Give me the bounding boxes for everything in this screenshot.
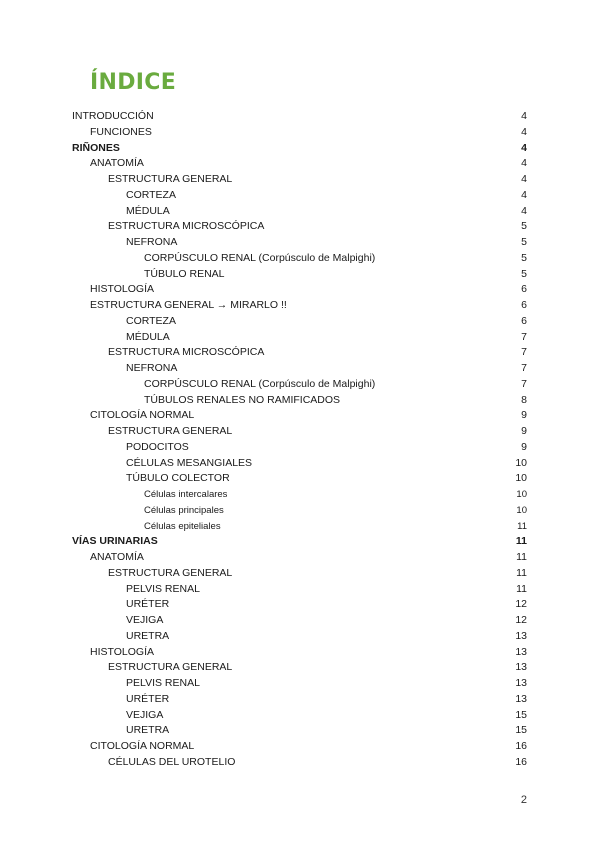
toc-entry-page: 12 xyxy=(515,598,527,611)
toc-entry[interactable] xyxy=(0,235,600,251)
toc-entry-page: 9 xyxy=(521,425,527,437)
toc-entry[interactable] xyxy=(0,676,600,692)
toc-entry[interactable] xyxy=(0,723,600,739)
toc-entry-label: Células principales xyxy=(144,504,224,516)
toc-entry-label: CORTEZA xyxy=(126,314,176,327)
toc-entry[interactable] xyxy=(0,204,600,220)
toc-entry-page: 15 xyxy=(515,708,527,721)
toc-entry-label: HISTOLOGÍA xyxy=(90,283,154,296)
toc-entry-page: 6 xyxy=(521,283,527,296)
toc-entry[interactable] xyxy=(0,503,600,519)
toc-entry[interactable] xyxy=(0,361,600,377)
toc-entry-label: PELVIS RENAL xyxy=(126,677,200,689)
toc-entry[interactable] xyxy=(0,172,600,188)
toc-entry[interactable] xyxy=(0,377,600,393)
toc-entry-label: NEFRONA xyxy=(126,362,178,374)
toc-entry-label: Células epiteliales xyxy=(144,520,221,532)
toc-entry-page: 4 xyxy=(521,125,527,138)
toc-entry-label: CORPÚSCULO RENAL (Corpúsculo de Malpighi) xyxy=(144,251,376,264)
toc-entry-label: ESTRUCTURA GENERAL xyxy=(108,173,233,185)
page-number: 2 xyxy=(520,794,527,806)
toc-entry-page: 7 xyxy=(521,377,527,390)
toc-entry[interactable] xyxy=(0,141,600,157)
toc-entry-label: TÚBULOS RENALES NO RAMIFICADOS xyxy=(144,393,341,406)
toc-entry-page: 4 xyxy=(521,173,527,185)
toc-entry-label: CORTEZA xyxy=(126,188,176,201)
toc-entry-page: 5 xyxy=(521,251,527,264)
toc-entry[interactable] xyxy=(0,125,600,141)
toc-entry-page: 4 xyxy=(521,110,527,122)
toc-entry-page: 11 xyxy=(516,551,527,563)
toc-entry[interactable] xyxy=(0,109,600,125)
toc-entry-label: HISTOLOGÍA xyxy=(90,645,154,658)
toc-entry-page: 13 xyxy=(515,629,527,642)
toc-entry-label: TÚBULO COLECTOR xyxy=(126,472,230,485)
toc-entry[interactable] xyxy=(0,251,600,267)
toc-entry-page: 10 xyxy=(516,489,527,500)
toc-entry-page: 13 xyxy=(515,661,527,674)
toc-entry-label: FUNCIONES xyxy=(90,125,152,138)
toc-entry-label: URETRA xyxy=(126,629,170,642)
toc-entry[interactable] xyxy=(0,660,600,676)
toc-entry[interactable] xyxy=(0,393,600,409)
toc-entry-label: CITOLOGÍA NORMAL xyxy=(90,740,195,752)
toc-entry-page: 4 xyxy=(521,188,527,201)
toc-entry-page: 6 xyxy=(521,314,527,327)
toc-entry-page: 9 xyxy=(521,440,527,453)
toc-entry-page: 7 xyxy=(521,330,527,343)
toc-entry-page: 10 xyxy=(515,472,527,485)
toc-entry-page: 15 xyxy=(515,724,527,737)
toc-entry[interactable] xyxy=(0,629,600,645)
toc-entry-label: VEJIGA xyxy=(126,614,164,626)
toc-entry[interactable] xyxy=(0,471,600,487)
toc-entry-page: 16 xyxy=(515,755,527,768)
toc-entry[interactable] xyxy=(0,330,600,346)
toc-entry-label: ESTRUCTURA MICROSCÓPICA xyxy=(108,346,265,359)
toc-entry[interactable] xyxy=(0,156,600,172)
toc-entry[interactable] xyxy=(0,424,600,440)
toc-entry[interactable] xyxy=(0,566,600,582)
toc-entry-page: 13 xyxy=(515,677,527,689)
toc-entry-page: 12 xyxy=(515,614,527,626)
toc-entry-page: 5 xyxy=(521,236,527,248)
toc-entry[interactable] xyxy=(0,456,600,472)
toc-entry-label: PODOCITOS xyxy=(126,440,189,453)
page-title: ÍNDICE xyxy=(90,70,177,95)
toc-entry-label: CÉLULAS DEL UROTELIO xyxy=(108,755,236,768)
toc-entry-page: 11 xyxy=(517,520,527,532)
toc-entry-label: ESTRUCTURA MICROSCÓPICA xyxy=(108,220,265,233)
toc-entry-label: ANATOMÍA xyxy=(90,551,144,563)
toc-entry-page: 5 xyxy=(521,267,527,280)
toc-entry-label: ESTRUCTURA GENERAL xyxy=(108,566,233,579)
toc-entry-label: ESTRUCTURA GENERAL → MIRARLO !! xyxy=(90,299,287,311)
toc-entry[interactable] xyxy=(0,519,600,535)
toc-entry-label: ESTRUCTURA GENERAL xyxy=(108,661,233,674)
toc-entry-page: 11 xyxy=(516,566,527,579)
toc-entry-page: 6 xyxy=(521,299,527,311)
toc-entry-page: 10 xyxy=(516,504,527,516)
toc-entry-label: VÍAS URINARIAS xyxy=(72,535,158,548)
toc-entry[interactable] xyxy=(0,534,600,550)
toc-entry-page: 16 xyxy=(515,740,527,752)
toc-entry[interactable] xyxy=(0,345,600,361)
toc-entry-page: 10 xyxy=(515,456,527,469)
toc-entry-label: RIÑONES xyxy=(72,141,120,154)
toc-entry[interactable] xyxy=(0,582,600,598)
toc-entry[interactable] xyxy=(0,298,600,314)
toc-entry-label: VEJIGA xyxy=(126,708,164,721)
toc-entry-page: 7 xyxy=(521,362,527,374)
toc-entry-label: URÉTER xyxy=(126,598,170,611)
toc-entry[interactable] xyxy=(0,692,600,708)
toc-entry[interactable] xyxy=(0,314,600,330)
toc-entry-label: CORPÚSCULO RENAL (Corpúsculo de Malpighi) xyxy=(144,377,376,390)
toc-entry-label: CÉLULAS MESANGIALES xyxy=(126,456,253,469)
toc-entry[interactable] xyxy=(0,440,600,456)
toc-entry[interactable] xyxy=(0,597,600,613)
toc-entry-label: PELVIS RENAL xyxy=(126,582,200,595)
toc-entry[interactable] xyxy=(0,487,600,503)
toc-entry-page: 13 xyxy=(515,692,527,705)
toc-entry-page: 13 xyxy=(515,645,527,658)
toc-entry-label: ESTRUCTURA GENERAL xyxy=(108,425,233,437)
toc-entry-label: NEFRONA xyxy=(126,236,178,248)
toc-entry[interactable] xyxy=(0,755,600,771)
toc-entry-label: MÉDULA xyxy=(126,330,170,343)
toc-entry[interactable] xyxy=(0,267,600,283)
toc-entry[interactable] xyxy=(0,708,600,724)
toc-entry-page: 7 xyxy=(521,346,527,359)
toc-entry-page: 4 xyxy=(521,141,527,154)
toc-entry-page: 5 xyxy=(521,220,527,233)
toc-entry-label: URETRA xyxy=(126,724,170,737)
toc-entry-page: 4 xyxy=(521,204,527,217)
toc-entry[interactable] xyxy=(0,645,600,661)
toc-entry-page: 8 xyxy=(521,393,527,406)
toc-entry[interactable] xyxy=(0,219,600,235)
toc-entry-page: 4 xyxy=(521,157,527,170)
toc-entry-label: Células intercalares xyxy=(144,489,228,500)
toc-entry[interactable] xyxy=(0,613,600,629)
toc-entry[interactable] xyxy=(0,282,600,298)
toc-entry[interactable] xyxy=(0,408,600,424)
toc-entry-label: MÉDULA xyxy=(126,204,170,217)
toc-entry-label: ANATOMÍA xyxy=(90,157,144,170)
table-of-contents xyxy=(0,109,600,771)
toc-entry[interactable] xyxy=(0,739,600,755)
toc-entry-label: TÚBULO RENAL xyxy=(144,267,225,280)
toc-entry-label: URÉTER xyxy=(126,692,170,705)
toc-entry[interactable] xyxy=(0,550,600,566)
toc-entry-page: 11 xyxy=(516,582,527,595)
toc-entry-label: INTRODUCCIÓN xyxy=(72,110,154,122)
toc-entry-page: 9 xyxy=(521,409,527,422)
toc-entry-page: 11 xyxy=(515,535,527,548)
toc-entry-label: CITOLOGÍA NORMAL xyxy=(90,409,195,422)
toc-entry[interactable] xyxy=(0,188,600,204)
